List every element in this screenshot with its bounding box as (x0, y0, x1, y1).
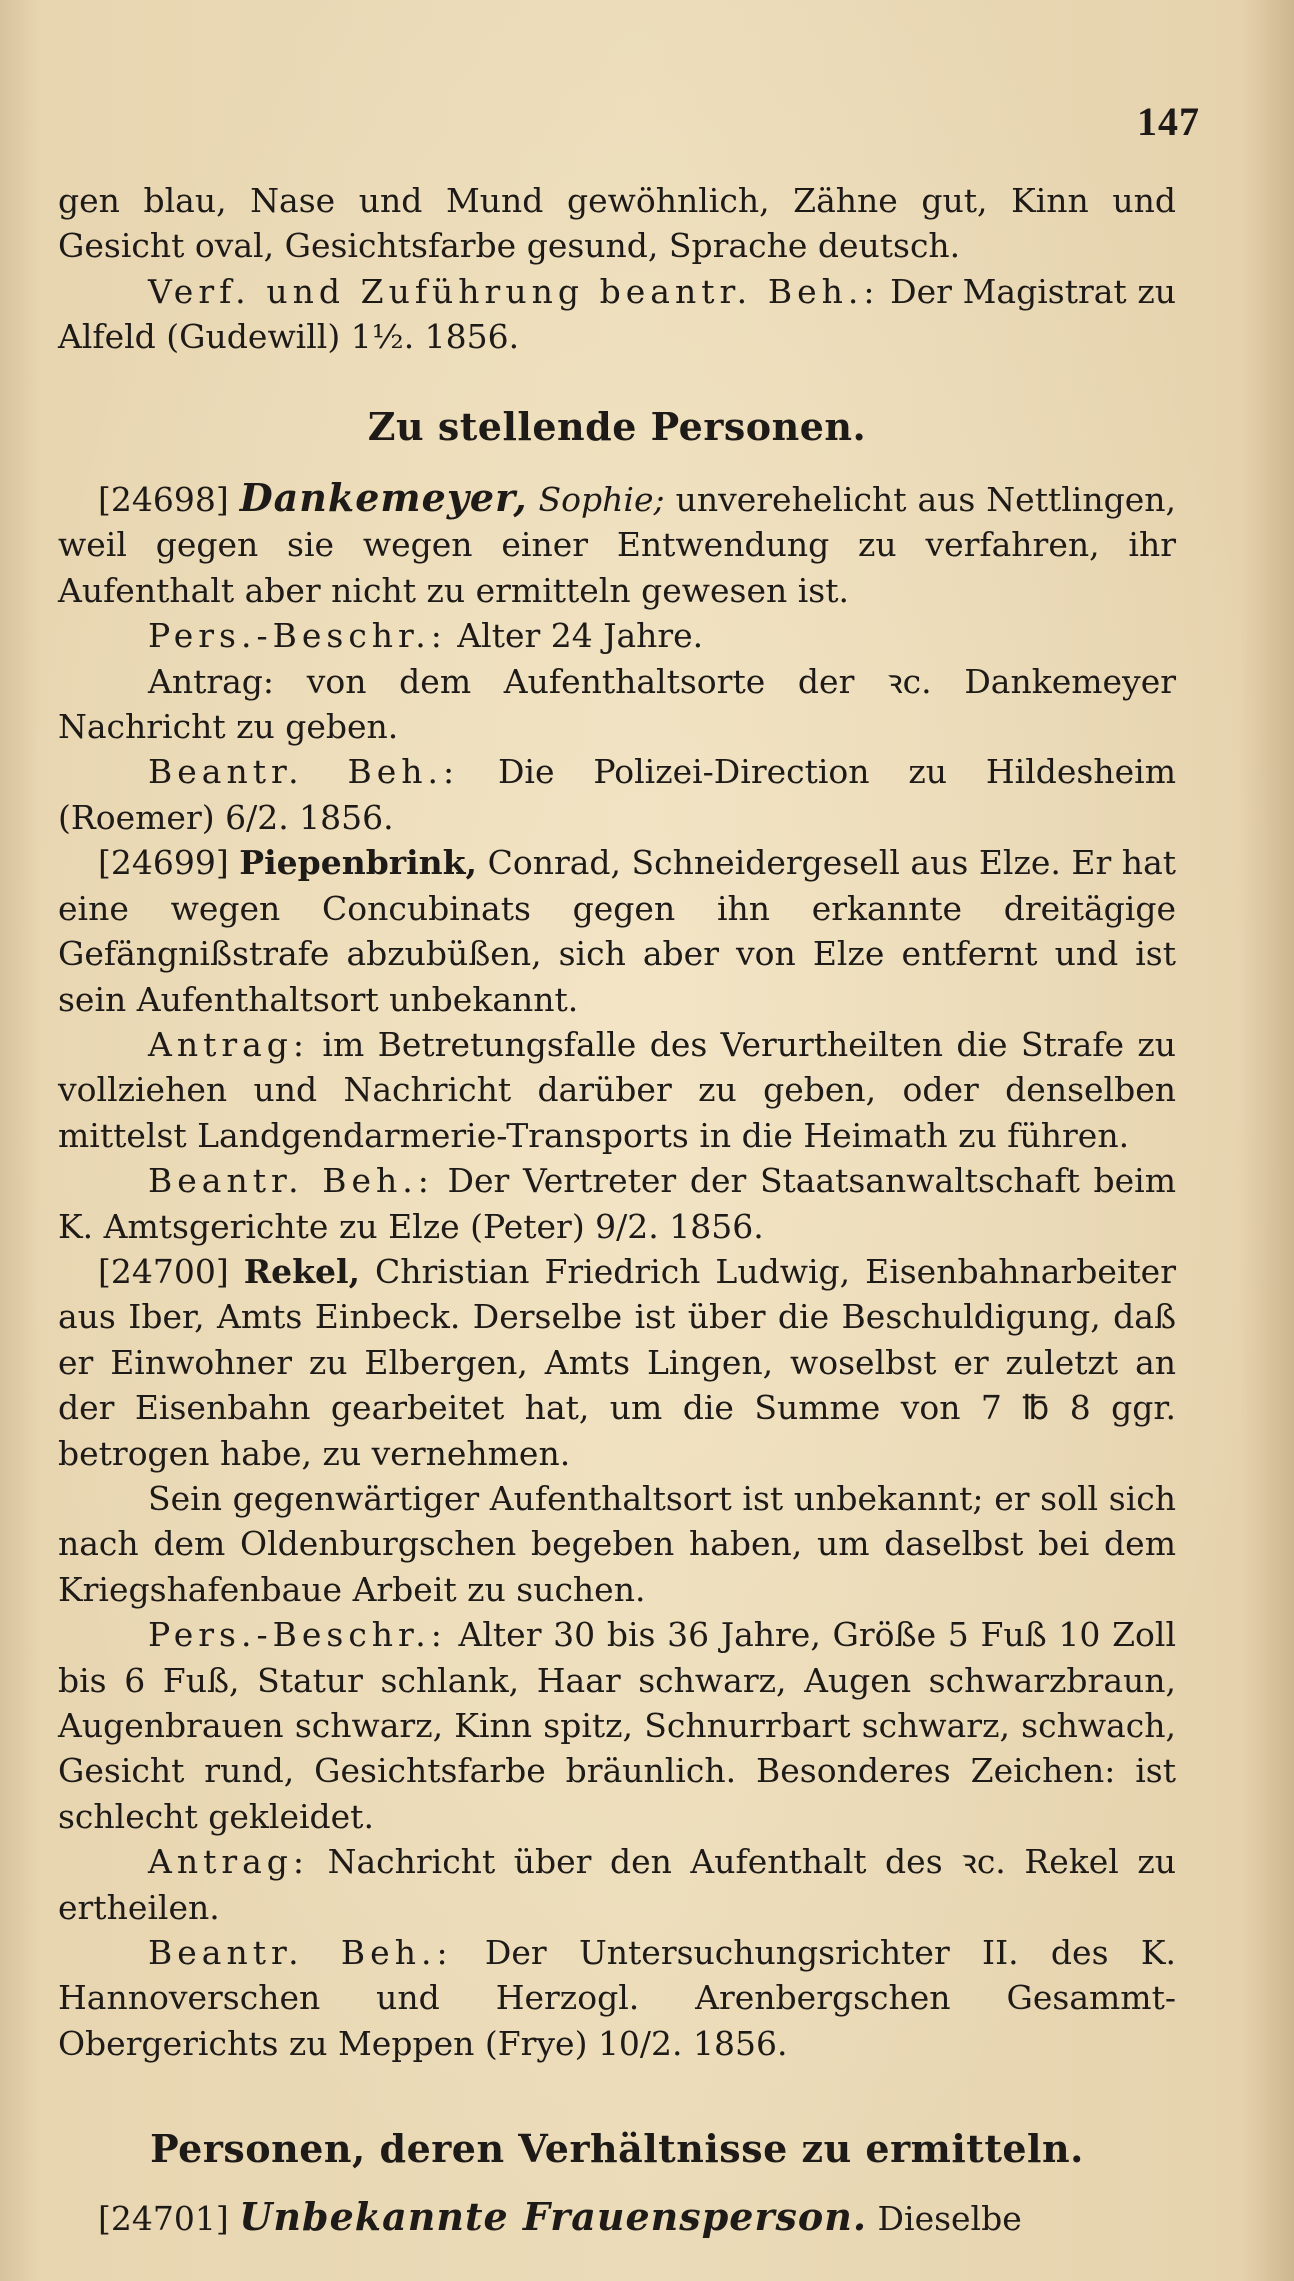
entry-name: Rekel, (243, 1251, 361, 1291)
entry-text: Conrad, Schneidergesell aus Elze. Er hat eine wegen Concubinats gegen ihn erkannte dreitägige Gefängnißstrafe abzubüßen, sich aber von Elze entfernt und ist sein Aufenthaltsort unbekannt. (58, 843, 1176, 1019)
entry-number: [24700] (98, 1251, 229, 1291)
page-body (58, 178, 1176, 2241)
entry-24698 (58, 475, 1176, 613)
entry-24700-whereabouts (58, 1476, 1176, 1612)
entry-24700 (58, 1249, 1176, 1476)
beantr-label: Beantr. Beh.: (148, 752, 460, 792)
antrag-label: Antrag: (148, 1024, 310, 1064)
entry-24698-description (58, 613, 1176, 658)
antrag-text: von dem Aufenthaltsorte der ꝛc. Dankemeyer Nachricht zu geben. (58, 661, 1176, 747)
continuation-text: gen blau, Nase und Mund gewöhnlich, Zähne gut, Kinn und Gesicht oval, Gesichtsfarbe gesund, Sprache deutsch. (58, 181, 1176, 266)
entry-name: Unbekannte Frauensperson. (239, 2193, 868, 2239)
entry-24698-request (58, 659, 1176, 750)
entry-text: unverehelicht aus Nettlingen, weil gegen sie wegen einer Entwendung zu verfahren, ihr Aufenthalt aber nicht zu ermitteln gewesen ist. (58, 480, 1176, 610)
entry-24699 (58, 840, 1176, 1022)
beantr-label: Beantr. Beh.: (148, 1161, 434, 1201)
beantr-text: Der Vertreter der Staatsanwaltschaft beim K. Amtsgerichte zu Elze (Peter) 9/2. 1856. (58, 1161, 1176, 1246)
entry-24699-authority (58, 1158, 1176, 1249)
entry-24700-request (58, 1839, 1176, 1930)
antrag-label: Antrag: (148, 1842, 310, 1882)
antrag-text: im Betretungsfalle des Verurtheilten die Strafe zu vollziehen und Nachricht darüber zu geben, oder denselben mittelst Landgendarmerie-Transports in die Heimath zu führen. (58, 1024, 1176, 1155)
beantr-label: Beantr. Beh.: (148, 1933, 453, 1973)
entry-24701 (58, 2194, 1176, 2241)
antrag-label: Antrag: (148, 661, 275, 701)
pers-text: Alter 30 bis 36 Jahre, Größe 5 Fuß 10 Zoll bis 6 Fuß, Statur schlank, Haar schwarz, Augen schwarzbraun, Augenbrauen schwarz, Kinn spitz, Schnurrbart schwarz, schwach, Gesicht rund, Gesichtsfarbe bräunlich. Besonderes Zeichen: ist schlecht gekleidet. (58, 1615, 1176, 1836)
paragraph-continuation (58, 178, 1176, 269)
pers-label: Pers.-Beschr.: (148, 1615, 447, 1655)
section-heading-personen-verhaeltnisse: Personen, deren Verhältnisse zu ermitteln. (150, 2126, 1084, 2172)
entry-24700-authority (58, 1930, 1176, 2066)
entry-number: [24699] (98, 843, 229, 883)
entry-24698-authority (58, 749, 1176, 840)
entry-number: [24701] (98, 2198, 229, 2238)
authority-text: Der Magistrat zu Alfeld (Gudewill) 1½. 1856. (58, 271, 1176, 357)
beantr-text: Der Untersuchungsrichter II. des K. Hannoverschen und Herzogl. Arenbergschen Gesammt-Obergerichts zu Meppen (Frye) 10/2. 1856. (58, 1933, 1176, 2063)
page-number: 147 (1137, 99, 1200, 144)
entry-text: Christian Friedrich Ludwig, Eisenbahnarbeiter aus Iber, Amts Einbeck. Derselbe ist über die Beschuldigung, daß er Einwohner zu Elbergen, Amts Lingen, woselbst er zuletzt an der Eisenbahn gearbeitet hat, um die Summe von 7 ℔ 8 ggr. betrogen habe, zu vernehmen. (58, 1251, 1176, 1473)
pers-label: Pers.-Beschr.: (148, 616, 447, 656)
entry-24700-description (58, 1612, 1176, 1839)
authority-label: Verf. und Zuführung beantr. Beh.: (148, 271, 880, 311)
entry-name: Dankemeyer, (239, 475, 528, 521)
entry-text: Dieselbe (867, 2198, 1022, 2238)
whereabouts-text: Sein gegenwärtiger Aufenthaltsort ist unbekannt; er soll sich nach dem Oldenburgschen begeben haben, um daselbst bei dem Kriegshafenbaue Arbeit zu suchen. (58, 1478, 1176, 1609)
entry-firstname: Sophie; (538, 480, 665, 520)
entry-number: [24698] (98, 480, 229, 520)
antrag-text: Nachricht über den Aufenthalt des ꝛc. Rekel zu ertheilen. (58, 1842, 1176, 1927)
beantr-text: Die Polizei-Direction zu Hildesheim (Roemer) 6/2. 1856. (58, 752, 1176, 837)
section-heading-zu-stellende-personen: Zu stellende Personen. (367, 403, 867, 449)
paragraph-authority (58, 269, 1176, 360)
entry-24699-request (58, 1022, 1176, 1158)
pers-text: Alter 24 Jahre. (446, 616, 704, 656)
entry-name: Piepenbrink, (239, 843, 478, 883)
